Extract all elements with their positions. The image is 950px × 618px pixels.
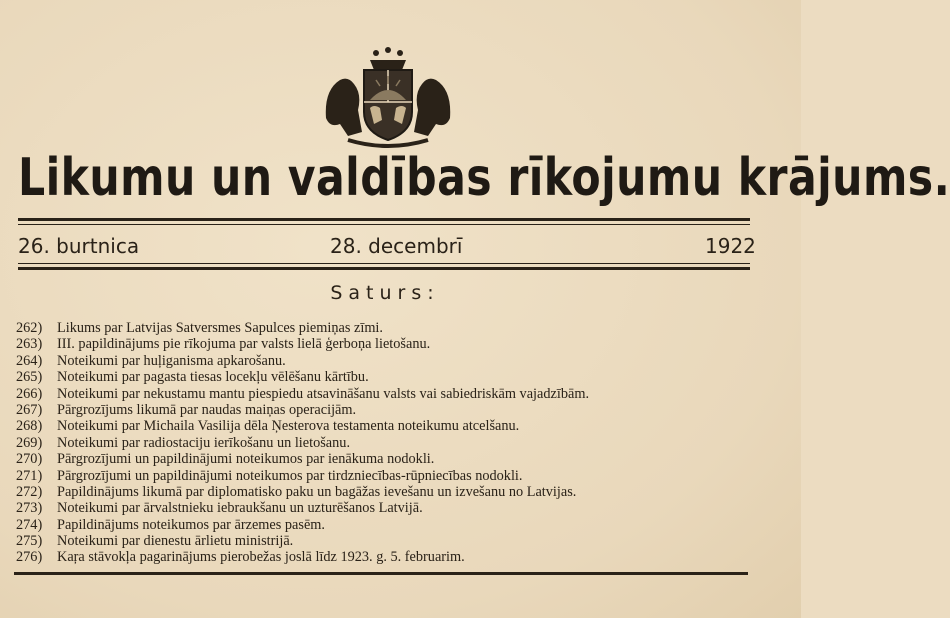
list-item: 265) Noteikumi par pagasta tiesas locekļu vēlēšanu kārtību. xyxy=(16,369,369,386)
publication-title: Likumu un valdības rīkojumu krājums. xyxy=(18,148,950,208)
footer-rule xyxy=(14,572,748,575)
list-item: 272) Papildinājums likumā par diplomatisko paku un bagāžas ievešanu un izvešanu no Latvijas. xyxy=(16,483,577,500)
list-item: 269) Noteikumi par radiostaciju ierīkošanu un lietošanu. xyxy=(16,434,351,451)
list-item: 275) Noteikumi par dienestu ārlietu ministrijā. xyxy=(16,533,294,550)
list-item: 271) Pārgrozījumi un papildinājumi noteikumos par tirdzniecības-rūpniecības nodokli. xyxy=(16,467,523,484)
list-item: 276) Kaŗa stāvokļa pagarinājums pierobežas joslā līdz 1923. g. 5. februarim. xyxy=(16,549,465,566)
list-item: 266) Noteikumi par nekustamu mantu piespiedu atsavināšanu valsts vai sabiedriskām vajadzībām. xyxy=(16,385,590,402)
coat-of-arms-icon xyxy=(318,40,458,148)
list-item: 267) Pārgrozījums likumā par naudas maiņas operacijām. xyxy=(16,401,357,418)
list-item: 263) III. papildinājums pie rīkojuma par valsts lielā ģerboņa lietošanu. xyxy=(16,336,431,353)
list-item: 274) Papildinājums noteikumos par ārzemes pasēm. xyxy=(16,516,326,533)
contents-list xyxy=(16,320,776,566)
issue-number: 26. burtnica xyxy=(18,234,140,258)
list-item: 264) Noteikumi par huļiganisma apkarošanu. xyxy=(16,352,286,369)
list-item: 268) Noteikumi par Michaila Vasilija dēla Ņesterova testamenta noteikumu atcelšanu. xyxy=(16,418,520,435)
list-item: 270) Pārgrozījumi un papildinājumi noteikumos par ienākuma nodokli. xyxy=(16,451,435,468)
header-rule-top-thin xyxy=(18,224,750,225)
list-item: 262) Likums par Latvijas Satversmes Sapulces piemiņas zīmi. xyxy=(16,320,383,336)
issue-date: 28. decembrī xyxy=(330,234,463,258)
header-rule-bottom xyxy=(18,267,750,270)
contents-heading: Saturs: xyxy=(330,282,440,304)
list-item: 273) Noteikumi par ārvalstnieku iebraukšanu un uzturēšanos Latvijā. xyxy=(16,500,423,517)
header-rule-top xyxy=(18,218,750,221)
issue-year: 1922 xyxy=(705,234,756,258)
header-rule-bottom-thin xyxy=(18,263,750,264)
